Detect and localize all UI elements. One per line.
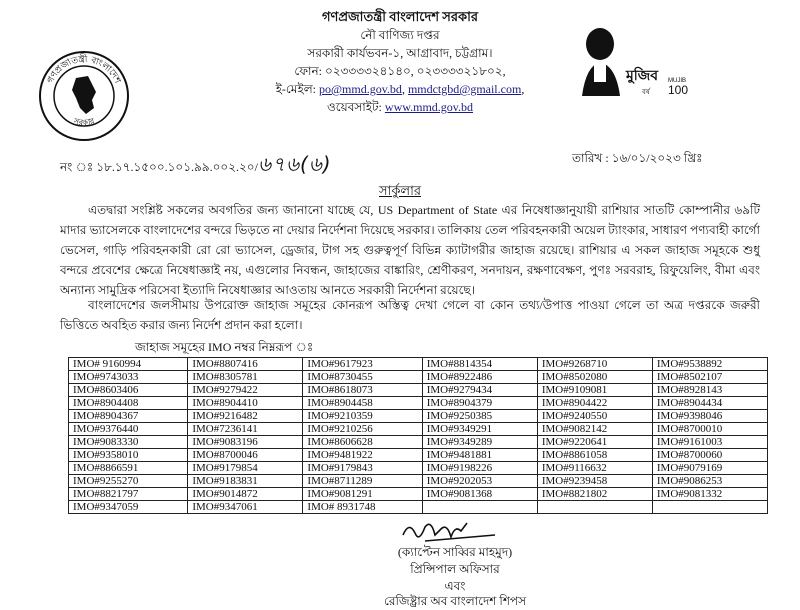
imo-cell: IMO#9398046 [652, 410, 767, 423]
letterhead [250, 8, 550, 116]
signatory-registrar: রেজিষ্ট্রার অব বাংলাদেশ শিপস [383, 594, 526, 608]
mujib-100-logo [578, 18, 688, 98]
imo-table [68, 357, 768, 514]
handwritten-number: ৬৭৬(৬) [257, 152, 332, 176]
imo-cell: IMO#8904458 [303, 397, 422, 410]
imo-cell: IMO#8711289 [303, 475, 422, 488]
imo-list-title: জাহাজ সমূহের IMO নম্বর নিম্নরূপ ঃ [135, 340, 314, 354]
imo-cell: IMO#9481922 [303, 449, 422, 462]
imo-cell: IMO#9210256 [303, 423, 422, 436]
signatory-and: এবং [444, 579, 466, 593]
table-row [69, 358, 768, 371]
government-seal [36, 48, 132, 144]
imo-cell: IMO#9081291 [303, 488, 422, 501]
imo-cell: IMO#9481881 [422, 449, 537, 462]
imo-cell [652, 501, 767, 514]
imo-cell: IMO#8904410 [188, 397, 303, 410]
seal-top-text: গণপ্রজাতন্ত্রী বাংলাদেশ [45, 54, 123, 86]
imo-cell: IMO#8700010 [652, 423, 767, 436]
table-row [69, 436, 768, 449]
imo-cell: IMO#9255270 [69, 475, 188, 488]
imo-cell: IMO#9179843 [303, 462, 422, 475]
imo-cell: IMO#9202053 [422, 475, 537, 488]
imo-cell: IMO#9081368 [422, 488, 537, 501]
imo-cell: IMO#9083330 [69, 436, 188, 449]
org-name: গণপ্রজাতন্ত্রী বাংলাদেশ সরকার [321, 9, 479, 24]
imo-cell: IMO#8305781 [188, 371, 303, 384]
svg-text:সরকার [72, 116, 96, 127]
imo-cell: IMO#9376440 [69, 423, 188, 436]
imo-cell: IMO#8502080 [537, 371, 652, 384]
imo-cell: IMO#9617923 [303, 358, 422, 371]
imo-cell: IMO#9216482 [188, 410, 303, 423]
imo-cell: IMO#8922486 [422, 371, 537, 384]
imo-cell: IMO#8730455 [303, 371, 422, 384]
imo-cell: IMO#9347061 [188, 501, 303, 514]
imo-cell: IMO#8821802 [537, 488, 652, 501]
imo-cell: IMO#9082142 [537, 423, 652, 436]
dept-name: নৌ বাণিজ্য দপ্তর [360, 28, 440, 42]
imo-cell: IMO#8904422 [537, 397, 652, 410]
imo-cell: IMO#8904379 [422, 397, 537, 410]
imo-cell: IMO#9239458 [537, 475, 652, 488]
imo-cell: IMO#8502107 [652, 371, 767, 384]
imo-cell: IMO#9210359 [303, 410, 422, 423]
email-line: ই-মেইল: po@mmd.gov.bd, mmdctgbd@gmail.com, [275, 82, 525, 96]
imo-cell: IMO#9538892 [652, 358, 767, 371]
imo-cell: IMO#9743033 [69, 371, 188, 384]
imo-cell: IMO#8618073 [303, 384, 422, 397]
imo-cell: IMO#9183831 [188, 475, 303, 488]
address: সরকারী কার্যভবন-১, আগ্রাবাদ, চট্টগ্রাম। [307, 46, 493, 60]
imo-cell: IMO#9250385 [422, 410, 537, 423]
imo-cell: IMO#9349291 [422, 423, 537, 436]
imo-cell: IMO#9358010 [69, 449, 188, 462]
imo-cell: IMO#9279434 [422, 384, 537, 397]
imo-cell: IMO#7236141 [188, 423, 303, 436]
imo-cell: IMO#9081332 [652, 488, 767, 501]
logo-num: 100 [668, 83, 688, 97]
logo-en: MUJIB [668, 78, 686, 84]
logo-word: মুজিব [626, 68, 659, 84]
table-row [69, 488, 768, 501]
imo-cell: IMO#8821797 [69, 488, 188, 501]
imo-cell: IMO#9109081 [537, 384, 652, 397]
imo-cell: IMO#8928143 [652, 384, 767, 397]
imo-cell: IMO#9349289 [422, 436, 537, 449]
imo-cell: IMO#8606628 [303, 436, 422, 449]
phone: ফোন: ০২৩৩৩৩২৪১৪০, ০২৩৩৩৩২১৮০২, [294, 64, 506, 78]
email-link-1[interactable]: po@mmd.gov.bd [318, 82, 402, 96]
imo-cell: IMO#8807416 [188, 358, 303, 371]
imo-cell: IMO#9198226 [422, 462, 537, 475]
table-row [69, 462, 768, 475]
imo-cell: IMO#9240550 [537, 410, 652, 423]
table-row [69, 475, 768, 488]
website-link[interactable]: www.mmd.gov.bd [384, 100, 474, 114]
email-link-2[interactable]: mmdctgbd@gmail.com [407, 82, 522, 96]
imo-cell: IMO#9079169 [652, 462, 767, 475]
imo-cell: IMO#9116632 [537, 462, 652, 475]
imo-cell [537, 501, 652, 514]
memo-number: নং ঃ ১৮.১৭.১৫০০.১০১.৯৯.০০২.২০/৬৭৬(৬) [60, 152, 332, 176]
table-row [69, 384, 768, 397]
imo-cell: IMO#8904367 [69, 410, 188, 423]
imo-cell: IMO#9083196 [188, 436, 303, 449]
imo-cell: IMO#8904434 [652, 397, 767, 410]
signatory-title: প্রিন্সিপাল অফিসার [410, 562, 500, 576]
body-paragraph-1: এতদ্বারা সংশ্লিষ্ট সকলের অবগতির জন্য জানানো যাচ্ছে যে, US Department of State এর নিষেধাজ্ঞানুযায়ী রাশিয়ার সাতটি কোম্পানীর ৬৯টি মাদার ভ্যাসেলকে বাংলাদেশের বন্দরে ভিড়তে না দেয়ার নির্দেশনা দিয়েছে সরকার। তালিকায় তেল পরিবহনকারী অয়েল ট্যাংকার, সাধারণ পণ্যবাহী কার্গো ভেসেল, গাড়ি পরিবহনকারী রো রো ভ্যাসেল, ড্রেজার, টাগ সহ গুরুত্বপূর্ণ বিভিন্ন ক্যাটাগরীর জাহাজ রয়েছে। রাশিয়ার এ সকল জাহাজ সমূহকে শুধু বন্দরে প্রবেশের ক্ষেত্রে নিষেধাজ্ঞাই নয়, এগুলোর নিবন্ধন, জাহাজের বাঙ্কারিং, শ্রেণীকরণ, সনদায়ন, রক্ষণাবেক্ষণ, পুণঃ সরবরাহ, রিফুয়েলিং, বীমা এবং অন্যান্য সামুদ্রিক পরিসেবা ইত্যাদি নিষেধাজ্ঞার আওতায় আনতে সরকারী নির্দেশনা রয়েছে। [60, 203, 760, 297]
imo-cell: IMO#9014872 [188, 488, 303, 501]
signatory-name: (ক্যাপ্টেন সাব্বির মাহমুদ) [397, 545, 513, 559]
imo-cell: IMO#8904408 [69, 397, 188, 410]
table-row [69, 423, 768, 436]
imo-cell: IMO# 9160994 [69, 358, 188, 371]
seal-bottom-text: সরকার [72, 116, 96, 128]
imo-cell: IMO#8700060 [652, 449, 767, 462]
imo-cell: IMO#9279422 [188, 384, 303, 397]
imo-cell: IMO#8603406 [69, 384, 188, 397]
table-row [69, 501, 768, 514]
date: তারিখ : ১৬/০১/২০২৩ খ্রিঃ [572, 151, 703, 165]
imo-cell: IMO#8866591 [69, 462, 188, 475]
imo-cell: IMO#9268710 [537, 358, 652, 371]
table-row [69, 371, 768, 384]
table-row [69, 410, 768, 423]
website-line: ওয়েবসাইট: www.mmd.gov.bd [326, 100, 474, 114]
imo-cell: IMO# 8931748 [303, 501, 422, 514]
imo-cell: IMO#9179854 [188, 462, 303, 475]
table-row [69, 397, 768, 410]
logo-sub: বর্ষ [642, 88, 650, 96]
imo-cell [422, 501, 537, 514]
imo-cell: IMO#9161003 [652, 436, 767, 449]
imo-cell: IMO#8700046 [188, 449, 303, 462]
imo-cell: IMO#8814354 [422, 358, 537, 371]
body-paragraph-2: বাংলাদেশের জলসীমায় উপরোক্ত জাহাজ সমূহের কোনরূপ অস্তিত্ব দেখা গেলে বা কোন তথ্য/উপাত্ত পাওয়া গেলে তা অত্র দপ্তরকে জরুরী ভিত্তিতে অবহিত করার জন্য নির্দেশ প্রদান করা হলো। [60, 298, 760, 332]
imo-cell: IMO#9347059 [69, 501, 188, 514]
table-row [69, 449, 768, 462]
imo-cell: IMO#8861058 [537, 449, 652, 462]
subject-heading: সার্কুলার [378, 183, 422, 198]
imo-cell: IMO#9220641 [537, 436, 652, 449]
imo-cell: IMO#9086253 [652, 475, 767, 488]
